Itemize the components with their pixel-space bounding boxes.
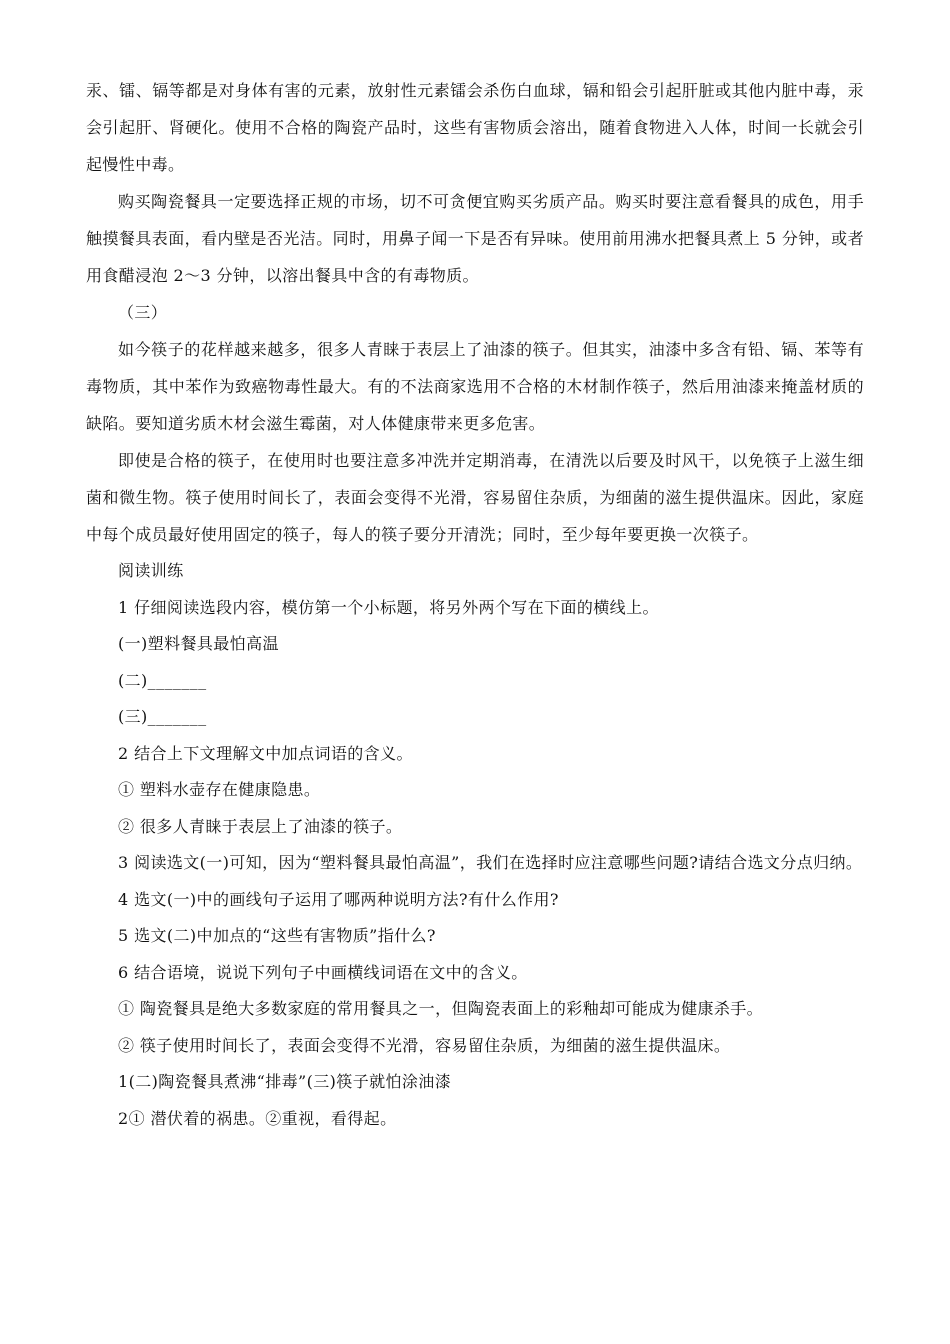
- question-6-item-1: ① 陶瓷餐具是绝大多数家庭的常用餐具之一，但陶瓷表面上的彩釉却可能成为健康杀手。: [118, 999, 764, 1018]
- question-1: 1 仔细阅读选段内容，模仿第一个小标题，将另外两个写在下面的横线上。: [118, 597, 659, 617]
- answer-2: 2① 潜伏着的祸患。②重视，看得起。: [118, 1108, 397, 1128]
- answer-line-1: (一)塑料餐具最怕高温: [118, 634, 279, 653]
- question-6-item-2: ② 筷子使用时间长了，表面会变得不光滑，容易留住杂质，为细菌的滋生提供温床。: [118, 1035, 731, 1055]
- answer-line-3: (三)_______: [118, 707, 207, 726]
- section-heading-three: （三）: [118, 303, 168, 322]
- answer-line-2: (二)_______: [118, 670, 207, 690]
- question-2-item-2: ② 很多人青睐于表层上了油漆的筷子。: [118, 816, 403, 836]
- question-6: 6 结合语境，说说下列句子中画横线词语在文中的含义。: [118, 962, 528, 982]
- paragraph-chopsticks-hygiene: 即使是合格的筷子，在使用时也要注意多冲洗并定期消毒，在清洗以后要及时风干，以免筷子上滋生细菌和微生物。筷子使用时间长了，表面会变得不光滑，容易留住杂质，为细菌的滋生提供温床。因此，家庭中每个成员最好使用固定的筷子，每人的筷子要分开清洗；同时，至少每年要更换一次筷子。: [86, 451, 864, 544]
- paragraph-chopsticks-paint: 如今筷子的花样越来越多，很多人青睐于表层上了油漆的筷子。但其实，油漆中多含有铅、镉、苯等有毒物质，其中苯作为致癌物毒性最大。有的不法商家选用不合格的木材制作筷子，然后用油漆来掩盖材质的缺陷。要知道劣质木材会滋生霉菌，对人体健康带来更多危害。: [86, 340, 864, 433]
- question-2: 2 结合上下文理解文中加点词语的含义。: [118, 743, 413, 763]
- paragraph-ceramic-buying: 购买陶瓷餐具一定要选择正规的市场，切不可贪便宜购买劣质产品。购买时要注意看餐具的成色，用手触摸餐具表面，看内壁是否光洁。同时，用鼻子闻一下是否有异味。使用前用沸水把餐具煮上 5 分钟，或者用食醋浸泡 2～3 分钟，以溶出餐具中含的有毒物质。: [86, 192, 864, 285]
- question-4: 4 选文(一)中的画线句子运用了哪两种说明方法?有什么作用?: [118, 889, 559, 909]
- document-page: [86, 72, 864, 1137]
- question-3: 3 阅读选文(一)可知，因为“塑料餐具最怕高温”，我们在选择时应注意哪些问题?请结合选文分点归纳。: [118, 853, 863, 872]
- question-2-item-1: ① 塑料水壶存在健康隐患。: [118, 780, 321, 799]
- question-5: 5 选文(二)中加点的“这些有害物质”指什么?: [118, 926, 436, 945]
- training-heading: 阅读训练: [118, 561, 184, 580]
- paragraph-harmful-elements: 汞、镭、镉等都是对身体有害的元素，放射性元素镭会杀伤白血球，镉和铅会引起肝脏或其他内脏中毒，汞会引起肝、肾硬化。使用不合格的陶瓷产品时，这些有害物质会溶出，随着食物进入人体，时间一长就会引起慢性中毒。: [86, 81, 864, 174]
- answer-1: 1(二)陶瓷餐具煮沸“排毒”(三)筷子就怕涂油漆: [118, 1072, 452, 1091]
